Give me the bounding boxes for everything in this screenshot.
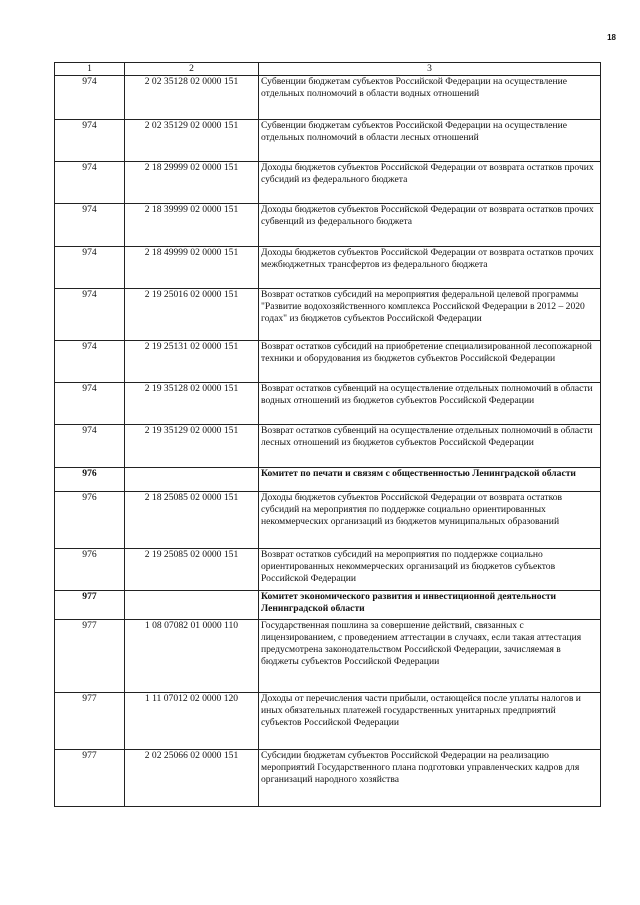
admin-code-cell: 977 bbox=[55, 591, 125, 620]
table-row bbox=[55, 620, 601, 693]
table-row bbox=[55, 204, 601, 247]
table-body bbox=[55, 76, 601, 807]
income-name-cell: Доходы бюджетов субъектов Российской Федерации от возврата остатков прочих субсидий из федерального бюджета bbox=[259, 162, 601, 204]
table-row bbox=[55, 693, 601, 750]
income-name-cell: Государственная пошлина за совершение действий, связанных с лицензированием, с проведением аттестации в случаях, если такая аттестация предусмотрена законодательством Российской Федерации, зачисляемая в бюджеты субъектов Российской Федерации bbox=[259, 620, 601, 693]
department-header-row bbox=[55, 468, 601, 492]
budget-code-cell: 2 18 39999 02 0000 151 bbox=[125, 204, 259, 247]
budget-code-cell: 2 19 25016 02 0000 151 bbox=[125, 289, 259, 341]
admin-code-cell: 977 bbox=[55, 620, 125, 693]
department-header-row bbox=[55, 591, 601, 620]
income-name-cell: Комитет по печати и связям с общественностью Ленинградской области bbox=[259, 468, 601, 492]
income-name-cell: Возврат остатков субсидий на мероприятия по поддержке социально ориентированных некоммерческих организаций из бюджетов субъектов Российской Федерации bbox=[259, 549, 601, 591]
table-row bbox=[55, 549, 601, 591]
budget-code-cell bbox=[125, 468, 259, 492]
income-name-cell: Доходы от перечисления части прибыли, остающейся после уплаты налогов и иных обязательных платежей государственных унитарных предприятий субъектов Российской Федерации bbox=[259, 693, 601, 750]
budget-code-cell: 2 19 25131 02 0000 151 bbox=[125, 341, 259, 383]
admin-code-cell: 976 bbox=[55, 549, 125, 591]
income-name-cell: Субвенции бюджетам субъектов Российской Федерации на осуществление отдельных полномочий в области лесных отношений bbox=[259, 120, 601, 162]
budget-code-cell: 2 18 49999 02 0000 151 bbox=[125, 247, 259, 289]
budget-code-cell bbox=[125, 591, 259, 620]
budget-code-cell: 2 18 25085 02 0000 151 bbox=[125, 492, 259, 549]
budget-classification-table bbox=[54, 62, 601, 807]
table-row bbox=[55, 247, 601, 289]
income-name-cell: Доходы бюджетов субъектов Российской Федерации от возврата остатков прочих субвенций из федерального бюджета bbox=[259, 204, 601, 247]
admin-code-cell: 977 bbox=[55, 693, 125, 750]
admin-code-cell: 974 bbox=[55, 204, 125, 247]
income-name-cell: Субсидии бюджетам субъектов Российской Федерации на реализацию мероприятий Государственного плана подготовки управленческих кадров для организаций народного хозяйства bbox=[259, 750, 601, 807]
table-row bbox=[55, 120, 601, 162]
income-name-cell: Доходы бюджетов субъектов Российской Федерации от возврата остатков прочих межбюджетных трансфертов из федерального бюджета bbox=[259, 247, 601, 289]
budget-code-cell: 2 19 35128 02 0000 151 bbox=[125, 383, 259, 425]
income-name-cell: Субвенции бюджетам субъектов Российской Федерации на осуществление отдельных полномочий в области водных отношений bbox=[259, 76, 601, 120]
table-row bbox=[55, 425, 601, 468]
budget-code-cell: 2 19 25085 02 0000 151 bbox=[125, 549, 259, 591]
income-name-cell: Комитет экономического развития и инвестиционной деятельности Ленинградской области bbox=[259, 591, 601, 620]
admin-code-cell: 974 bbox=[55, 341, 125, 383]
column-number-1: 1 bbox=[55, 63, 125, 76]
budget-code-cell: 2 02 35128 02 0000 151 bbox=[125, 76, 259, 120]
budget-code-cell: 1 08 07082 01 0000 110 bbox=[125, 620, 259, 693]
admin-code-cell: 974 bbox=[55, 76, 125, 120]
income-name-cell: Возврат остатков субсидий на приобретение специализированной лесопожарной техники и оборудования из бюджетов субъектов Российской Федерации bbox=[259, 341, 601, 383]
table-row bbox=[55, 162, 601, 204]
page-number: 18 bbox=[607, 33, 616, 42]
admin-code-cell: 977 bbox=[55, 750, 125, 807]
table-row bbox=[55, 76, 601, 120]
budget-code-cell: 2 02 35129 02 0000 151 bbox=[125, 120, 259, 162]
budget-code-cell: 2 18 29999 02 0000 151 bbox=[125, 162, 259, 204]
admin-code-cell: 974 bbox=[55, 247, 125, 289]
admin-code-cell: 974 bbox=[55, 289, 125, 341]
table-row bbox=[55, 289, 601, 341]
admin-code-cell: 974 bbox=[55, 425, 125, 468]
column-number-3: 3 bbox=[259, 63, 601, 76]
income-name-cell: Возврат остатков субвенций на осуществление отдельных полномочий в области водных отношений из бюджетов субъектов Российской Федерации bbox=[259, 383, 601, 425]
admin-code-cell: 974 bbox=[55, 383, 125, 425]
table-row bbox=[55, 750, 601, 807]
admin-code-cell: 974 bbox=[55, 120, 125, 162]
income-name-cell: Доходы бюджетов субъектов Российской Федерации от возврата остатков субсидий на мероприятия по поддержке социально ориентированных некоммерческих организаций из бюджетов муниципальных образований bbox=[259, 492, 601, 549]
table-row bbox=[55, 341, 601, 383]
column-number-row bbox=[55, 63, 601, 76]
income-name-cell: Возврат остатков субвенций на осуществление отдельных полномочий в области лесных отношений из бюджетов субъектов Российской Федерации bbox=[259, 425, 601, 468]
admin-code-cell: 974 bbox=[55, 162, 125, 204]
budget-code-cell: 1 11 07012 02 0000 120 bbox=[125, 693, 259, 750]
table-row bbox=[55, 383, 601, 425]
table-row bbox=[55, 492, 601, 549]
budget-code-cell: 2 02 25066 02 0000 151 bbox=[125, 750, 259, 807]
budget-code-cell: 2 19 35129 02 0000 151 bbox=[125, 425, 259, 468]
admin-code-cell: 976 bbox=[55, 492, 125, 549]
column-number-2: 2 bbox=[125, 63, 259, 76]
admin-code-cell: 976 bbox=[55, 468, 125, 492]
income-name-cell: Возврат остатков субсидий на мероприятия федеральной целевой программы "Развитие водохозяйственного комплекса Российской Федерации в 2012 – 2020 годах" из бюджетов субъектов Российской Федерации bbox=[259, 289, 601, 341]
